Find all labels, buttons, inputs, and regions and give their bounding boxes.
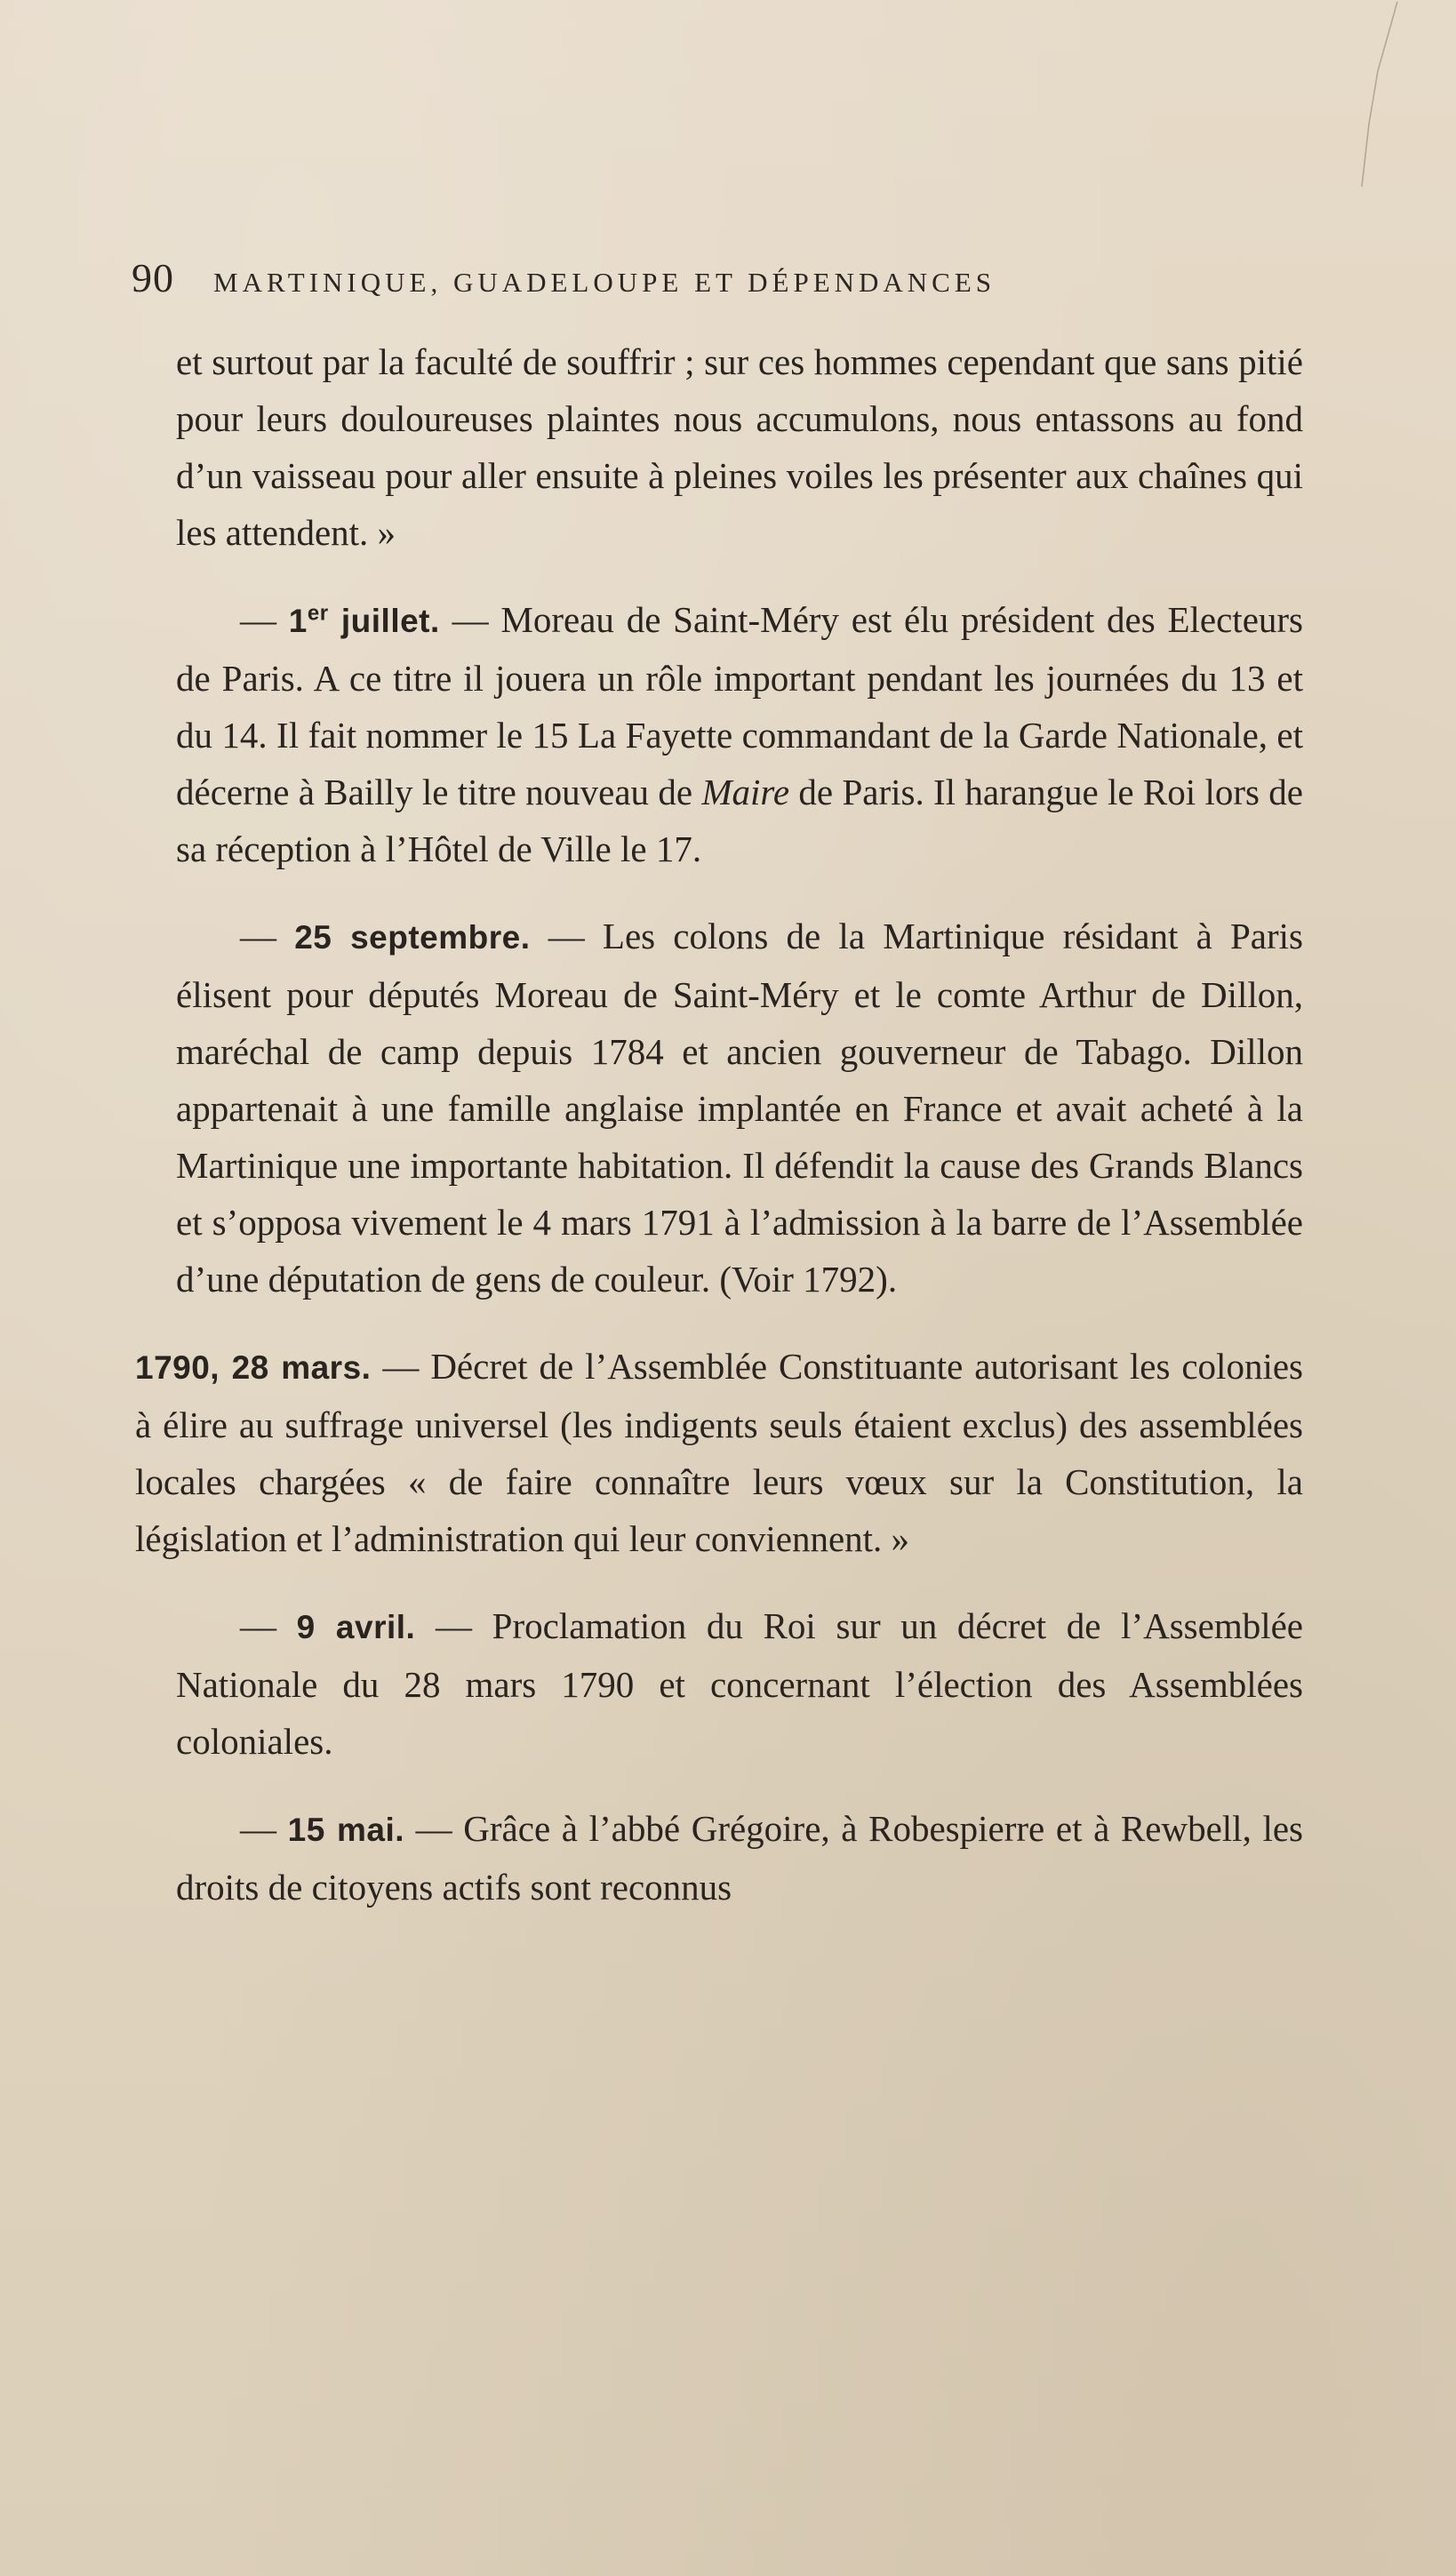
entry-text: — Les colons de la Martinique résidant à Paris élisent pour députés Moreau de Saint-Méry et le comte Arthur de Dillon, maréchal de camp depuis 1784 et ancien gouverneur de Tabago. Dillon appartenait à une famille anglaise implantée en France et avait acheté à la Martinique une importante habitation. Il défendit la cause des Grands Blancs et s’opposa vivement le 4 mars 1791 à l’admission à la barre de l’Assemblée d’une députation de gens de couleur. (Voir 1792). bbox=[176, 916, 1303, 1300]
entry-text: — Décret de l’Assemblée Constituante autorisant les colonies à élire au suffrage universel (les indigents seuls étaient exclus) des assemblées locales chargées « de faire connaître leurs vœux sur la Constitution, la législation et l’administration qui leur conviennent. » bbox=[135, 1346, 1303, 1559]
entry-dash: — bbox=[240, 599, 289, 640]
entry-text: — Grâce à l’abbé Grégoire, à Robespierre et à Rewbell, les droits de citoyens actifs sont reconnus bbox=[176, 1808, 1303, 1908]
entry-date: 9 avril. bbox=[296, 1609, 416, 1645]
entry-italic-word: Maire bbox=[701, 772, 790, 812]
entry-dash: — bbox=[240, 916, 295, 956]
entry-dash: — bbox=[240, 1605, 297, 1646]
entry-9-avril bbox=[176, 1597, 1303, 1770]
entry-text: — Proclamation du Roi sur un décret de l’Assemblée Nationale du 28 mars 1790 et concernant l’élection des Assemblées coloniales. bbox=[176, 1605, 1303, 1762]
entry-date: 1790, 28 mars. bbox=[135, 1349, 372, 1386]
pencil-mark bbox=[1342, 0, 1413, 196]
entry-text: — Moreau de Saint-Méry est élu président des Electeurs de Paris. A ce titre il jouera un rôle important pendant les journées du 13 et du 14. Il fait nommer le 15 La Fayette commandant de la Garde Nationale, et décerne à Bailly le titre nouveau de bbox=[176, 599, 1304, 812]
page-header bbox=[132, 254, 1305, 308]
entry-date bbox=[289, 603, 440, 639]
body-text bbox=[135, 333, 1304, 1916]
date-day: 1 bbox=[288, 603, 308, 639]
entry-15-mai bbox=[176, 1800, 1303, 1916]
entry-date: 25 septembre. bbox=[294, 919, 531, 956]
page-number: 90 bbox=[132, 255, 174, 300]
running-title: MARTINIQUE, GUADELOUPE ET DÉPENDANCES bbox=[213, 267, 996, 298]
entry-25-septembre bbox=[176, 908, 1303, 1308]
entry-dash: — bbox=[240, 1808, 288, 1849]
date-ordinal-suffix: er bbox=[307, 601, 329, 626]
entry-text-end: de Paris. Il harangue le Roi lors de sa réception à l’Hôtel de Ville le 17. bbox=[176, 772, 1303, 869]
entry-date: 15 mai. bbox=[287, 1812, 405, 1848]
paragraph-text: et surtout par la faculté de souffrir ; sur ces hommes cependant que sans pitié pour leurs douloureuses plaintes nous accumulons, nous entassons au fond d’un vaisseau pour aller ensuite à pleines voiles les présenter aux chaînes qui les attendent. » bbox=[176, 341, 1303, 553]
date-month: juillet. bbox=[328, 603, 440, 639]
paragraph-continuation bbox=[176, 333, 1303, 561]
entry-1er-juillet bbox=[176, 591, 1303, 877]
entry-1790-28-mars bbox=[135, 1338, 1303, 1567]
